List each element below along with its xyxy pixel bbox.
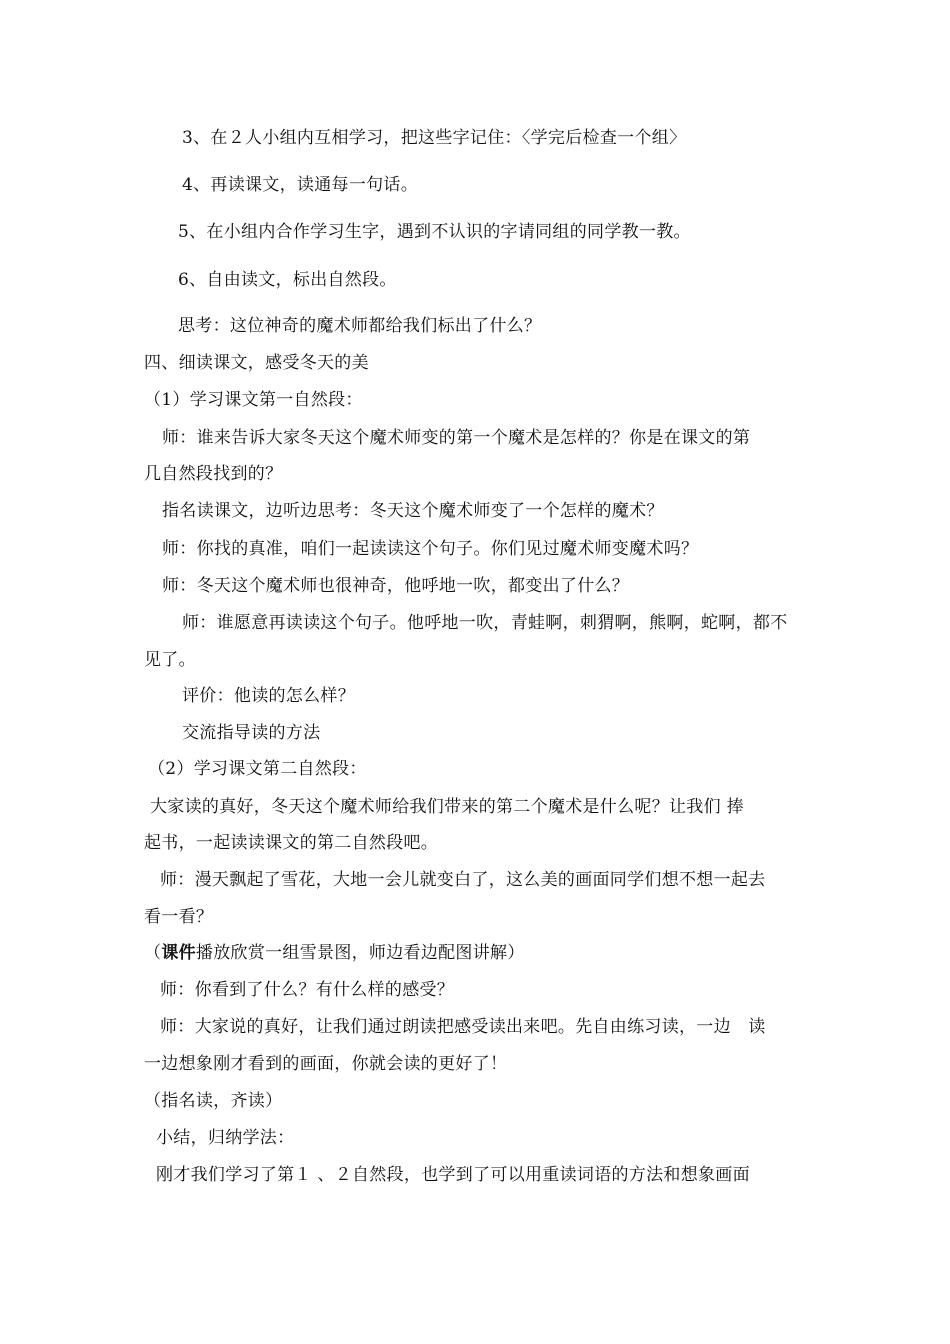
text-line-teacher-q4-cont: 见了。 bbox=[144, 650, 196, 670]
text-line-exchange: 交流指导读的方法 bbox=[182, 723, 321, 743]
text-line-read-think: 指名读课文，边听边思考：冬天这个魔术师变了一个怎样的魔术？ bbox=[162, 501, 664, 521]
text-line-courseware bbox=[144, 941, 525, 965]
text-line-teacher-read-cont: 一边想象刚才看到的画面，你就会读的更好了！ bbox=[144, 1054, 508, 1074]
paren-open: （ bbox=[144, 943, 162, 963]
courseware-label: 课件 bbox=[161, 943, 196, 963]
text-line-snow: 师：漫天飘起了雪花，大地一会儿就变白了，这么美的画面同学们想不想一起去 bbox=[160, 870, 766, 890]
text-line-summary: 小结，归纳学法： bbox=[156, 1128, 295, 1148]
text-line-magic2: 大家读的真好，冬天这个魔术师给我们带来的第二个魔术是什么呢？让我们 捧 bbox=[150, 797, 744, 817]
text-line-summary-body: 刚才我们学习了第１ 、２自然段，也学到了可以用重读词语的方法和想象画面 bbox=[156, 1165, 750, 1185]
section-heading-four: 四、细读课文，感受冬天的美 bbox=[144, 353, 369, 373]
text-line-step3: 3、在２人小组内互相学习，把这些字记住：〈学完后检查一个组〉 bbox=[182, 128, 687, 148]
text-line-teacher-q1-cont: 几自然段找到的？ bbox=[144, 464, 283, 484]
text-line-step5: 5、在小组内合作学习生字，遇到不认识的字请同组的同学教一教。 bbox=[178, 222, 691, 242]
text-line-named-read: （指名读，齐读） bbox=[144, 1091, 283, 1111]
text-line-teacher-q3: 师：冬天这个魔术师也很神奇，他呼地一吹，都变出了什么？ bbox=[162, 576, 630, 596]
text-line-teacher-q1: 师：谁来告诉大家冬天这个魔术师变的第一个魔术是怎样的？你是在课文的第 bbox=[162, 428, 751, 448]
text-line-step4: 4、再读课文，读通每一句话。 bbox=[182, 175, 419, 195]
text-line-teacher-q2: 师：你找的真准，咱们一起读读这个句子。你们见过魔术师变魔术吗？ bbox=[162, 539, 699, 559]
subsection-heading-2: （2）学习课文第二自然段： bbox=[148, 759, 367, 779]
courseware-desc: 播放欣赏一组雪景图，师边看边配图讲解） bbox=[195, 943, 525, 963]
subsection-heading-1: （1）学习课文第一自然段： bbox=[144, 390, 363, 410]
text-line-snow-cont: 看一看？ bbox=[144, 907, 214, 927]
text-line-teacher-see: 师：你看到了什么？有什么样的感受？ bbox=[160, 980, 455, 1000]
text-line-evaluate: 评价：他读的怎么样？ bbox=[182, 686, 355, 706]
text-line-step6: 6、自由读文，标出自然段。 bbox=[178, 270, 397, 290]
text-line-think: 思考：这位神奇的魔术师都给我们标出了什么？ bbox=[178, 316, 542, 336]
text-line-teacher-read: 师：大家说的真好，让我们通过朗读把感受读出来吧。先自由练习读，一边 读 bbox=[160, 1017, 766, 1037]
text-line-teacher-q4: 师：谁愿意再读读这个句子。他呼地一吹，青蛙啊，刺猬啊，熊啊，蛇啊，都不 bbox=[182, 613, 788, 633]
text-line-magic2-cont: 起书，一起读读课文的第二自然段吧。 bbox=[144, 833, 439, 853]
